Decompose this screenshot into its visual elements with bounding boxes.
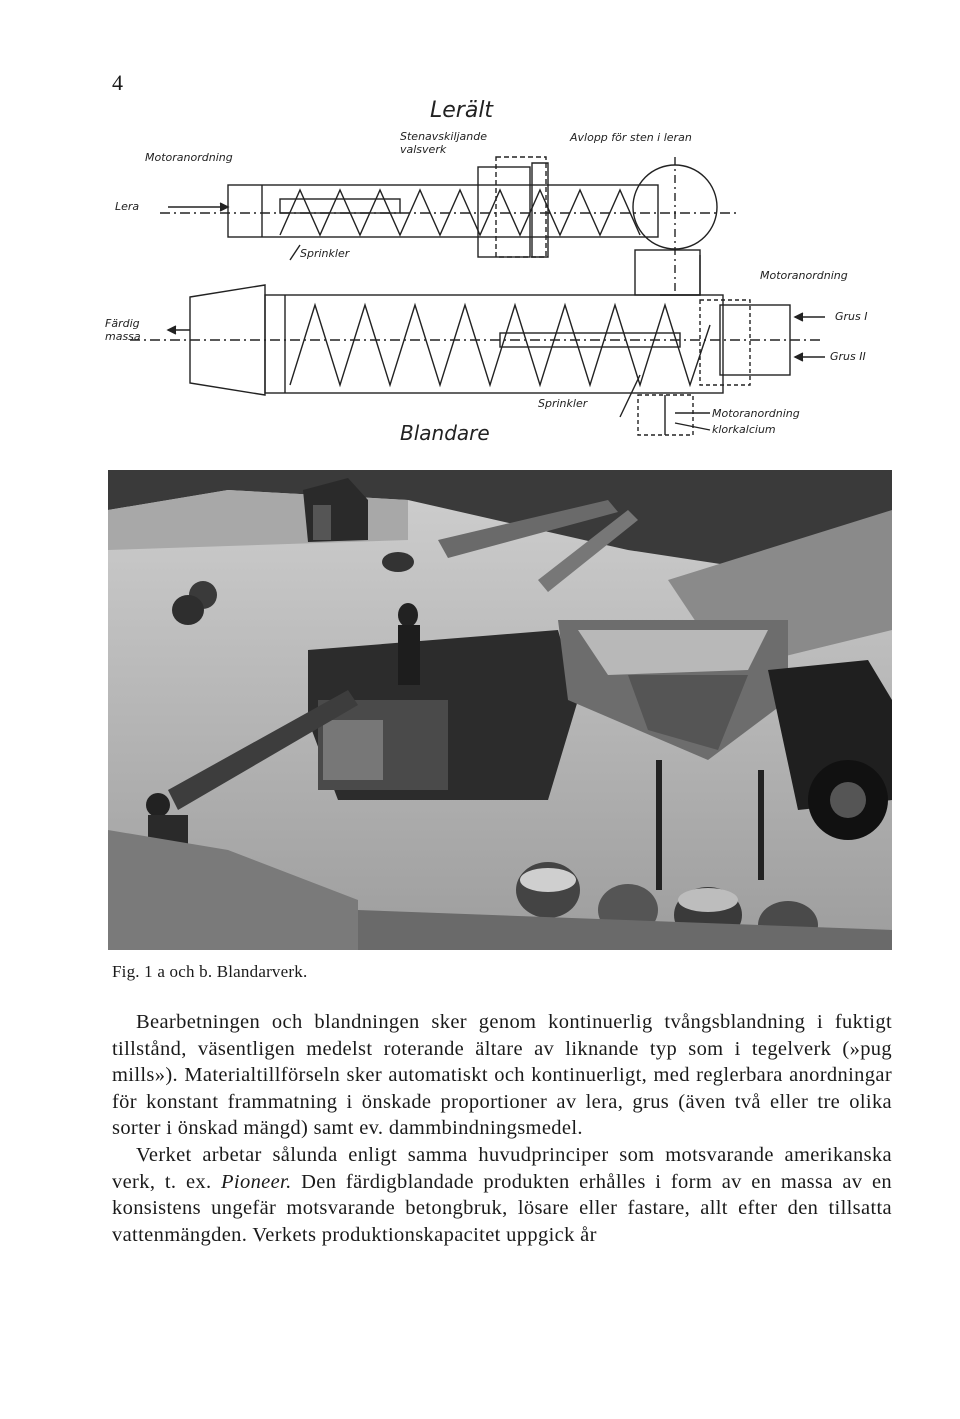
paragraph-2-emphasis: Pioneer. bbox=[221, 1170, 292, 1193]
diagram-title: Lerält bbox=[430, 98, 494, 123]
paragraph-2-end: Den färdigblandade produkten erhålles i form av en massa av en konsistens ungefär motsvarande betongbruk, lösare eller fastare, allt efter den tillsatta vattenmängden. Verkets produktionskapacitet uppgick år bbox=[112, 1170, 892, 1246]
paragraph-1: Bearbetningen och blandningen sker genom kontinuerlig tvångsblandning i fuktigt tillstånd, väsentligen medelst roterande ältare av liknande typ som i tegelverk (»pug mills»). Materialtillförseln sker automatiskt och kontinuerligt, med reglerbara anordningar för konstant frammatning i önskade proportioner av lera, grus (även två eller tre olika sorter i önskad mängd) samt ev. dammbindningsmedel. bbox=[112, 1011, 892, 1140]
label-sprinkler-top: Sprinkler bbox=[300, 247, 350, 260]
label-grus-2: Grus II bbox=[830, 350, 866, 363]
label-fardig-massa: Färdig massa bbox=[105, 317, 141, 343]
paragraph-2 bbox=[112, 1142, 892, 1248]
body-text bbox=[112, 1009, 892, 1248]
mixing-plant-photo bbox=[108, 470, 892, 950]
label-motor-right: Motoranordning bbox=[760, 269, 848, 282]
label-stone-outlet: Avlopp för sten i leran bbox=[570, 131, 692, 144]
label-klorkalcium: klorkalcium bbox=[712, 423, 776, 436]
label-motor-bottom: Motoranordning bbox=[712, 407, 800, 420]
label-sprinkler-bottom: Sprinkler bbox=[538, 397, 588, 410]
mixer-diagram bbox=[100, 95, 900, 465]
label-motor-left: Motoranordning bbox=[145, 151, 233, 164]
label-grus-1: Grus I bbox=[835, 310, 868, 323]
page-number: 4 bbox=[112, 70, 123, 95]
label-blandare: Blandare bbox=[400, 421, 490, 445]
figure-caption: Fig. 1 a och b. Blandarverk. bbox=[112, 962, 308, 981]
label-lera: Lera bbox=[115, 200, 140, 213]
paragraph-2-start: Verket arbetar sålunda enligt samma huvudprinciper som motsvarande amerikanska verk, t. ex. bbox=[112, 1143, 892, 1193]
label-roller-mill: Stenavskiljande valsverk bbox=[400, 130, 488, 156]
